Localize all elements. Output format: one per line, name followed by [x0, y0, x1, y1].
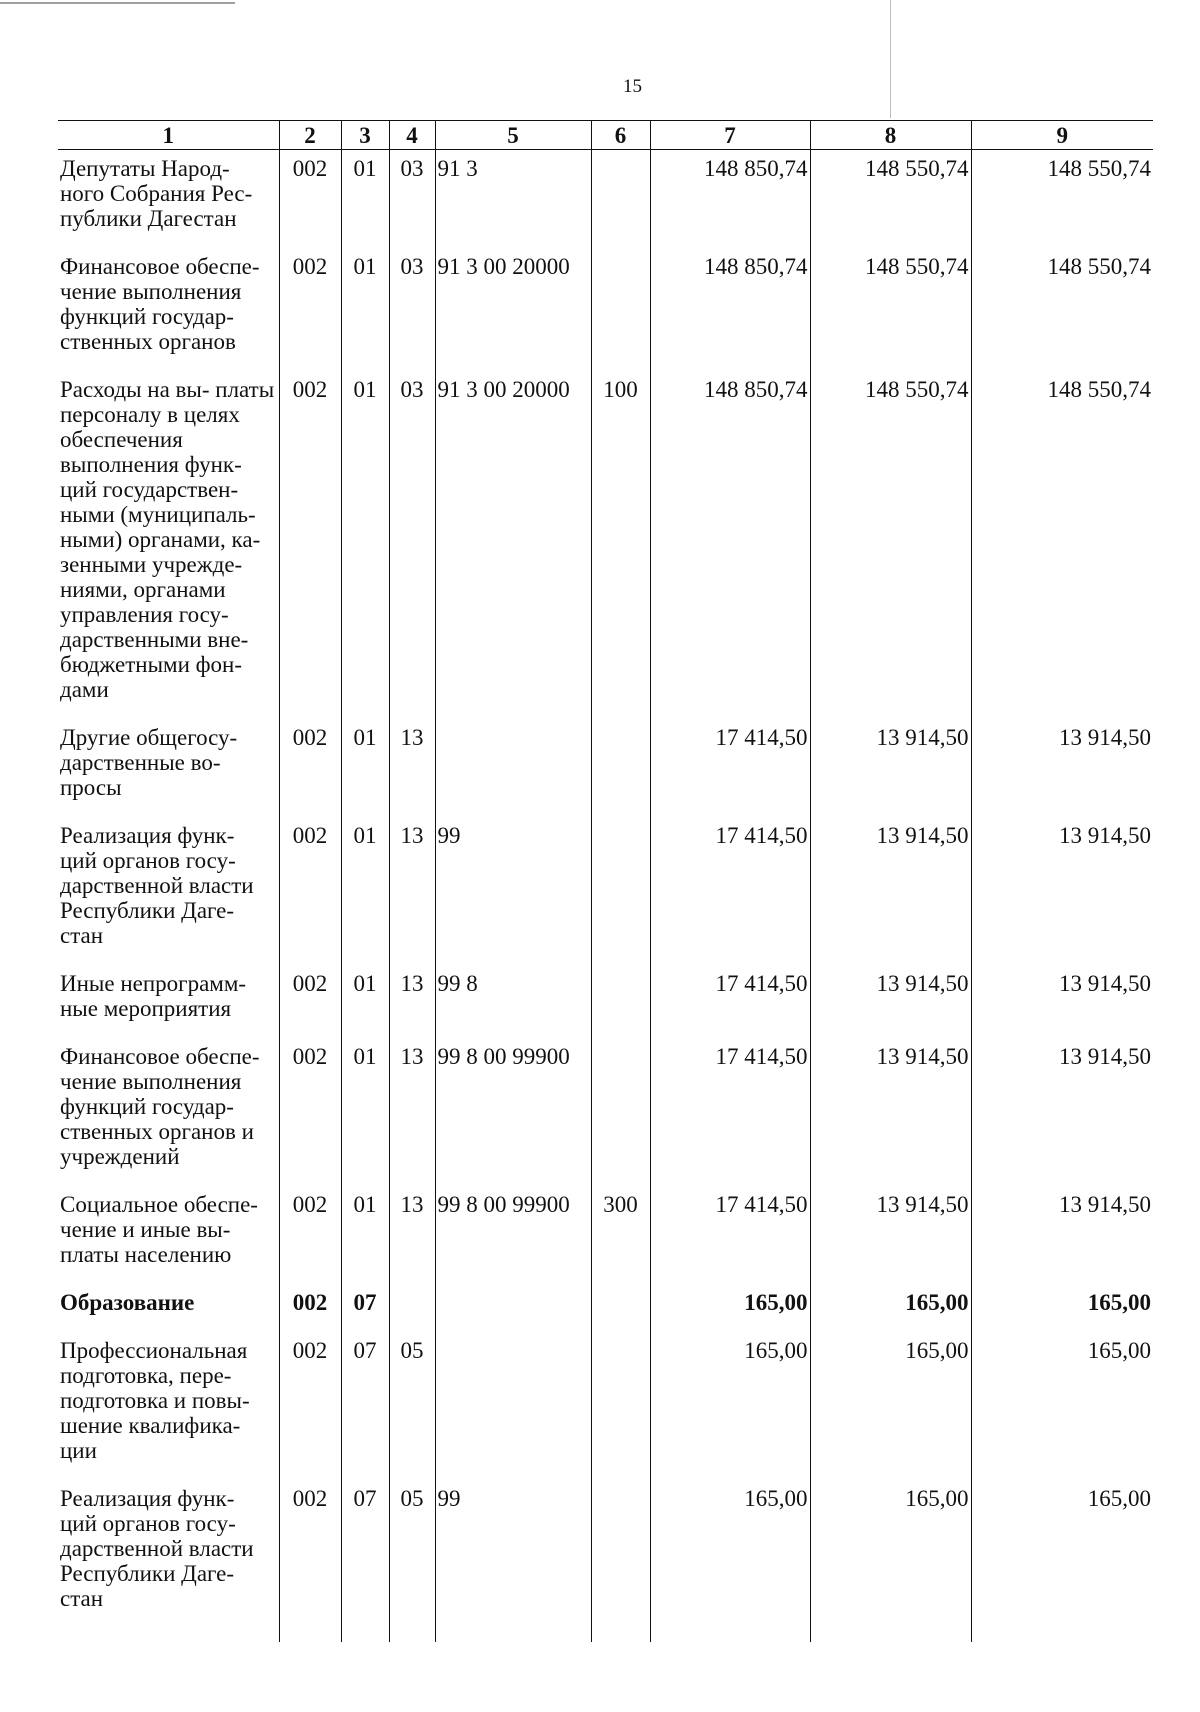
table-row	[58, 150, 1153, 249]
item-name: Образование	[60, 1290, 195, 1315]
expense-type-code	[591, 1332, 650, 1480]
empty-cell	[650, 1628, 810, 1642]
admin-code: 002	[279, 1332, 341, 1480]
scan-dash-right	[890, 0, 891, 118]
amount-col7: 148 850,74	[650, 248, 810, 371]
admin-code: 002	[279, 719, 341, 817]
target-article-code: 99 8 00 99900	[435, 1186, 591, 1284]
item-name: Финансовое обеспе- чение выполнения функций государ- ственных органов	[60, 254, 260, 354]
amount-col9: 148 550,74	[971, 150, 1153, 249]
item-name: Реализация функ- ций органов госу- дарственной власти Республики Даге- стан	[60, 823, 254, 948]
amount-col7: 17 414,50	[650, 1038, 810, 1186]
expense-type-code	[591, 719, 650, 817]
scan-line-top	[0, 2, 235, 4]
amount-col9: 165,00	[971, 1480, 1153, 1628]
admin-code: 002	[279, 150, 341, 249]
table-row	[58, 1332, 1153, 1480]
item-name: Социальное обеспе- чение и иные вы- платы населению	[60, 1192, 258, 1267]
page-number: 15	[623, 76, 642, 97]
amount-col7: 148 850,74	[650, 371, 810, 719]
empty-cell	[810, 1628, 971, 1642]
amount-col9: 165,00	[971, 1284, 1153, 1332]
amount-col7: 17 414,50	[650, 817, 810, 965]
subsection-code: 13	[389, 1038, 435, 1186]
table-header-row	[58, 121, 1153, 150]
amount-col9: 13 914,50	[971, 1038, 1153, 1186]
section-code: 01	[341, 150, 389, 249]
expense-type-code	[591, 1284, 650, 1332]
empty-cell	[389, 1628, 435, 1642]
subsection-code: 13	[389, 817, 435, 965]
column-header: 5	[435, 121, 591, 150]
amount-col8: 165,00	[810, 1284, 971, 1332]
target-article-code	[435, 1332, 591, 1480]
table-row	[58, 371, 1153, 719]
subsection-code: 13	[389, 1186, 435, 1284]
target-article-code	[435, 719, 591, 817]
table-row	[58, 1480, 1153, 1628]
amount-col9: 13 914,50	[971, 719, 1153, 817]
target-article-code: 91 3 00 20000	[435, 371, 591, 719]
column-header: 3	[341, 121, 389, 150]
table-row	[58, 817, 1153, 965]
column-header: 4	[389, 121, 435, 150]
table-row	[58, 1284, 1153, 1332]
amount-col7: 17 414,50	[650, 1186, 810, 1284]
section-code: 07	[341, 1332, 389, 1480]
section-code: 01	[341, 1186, 389, 1284]
subsection-code: 05	[389, 1332, 435, 1480]
subsection-code: 05	[389, 1480, 435, 1628]
admin-code: 002	[279, 248, 341, 371]
expense-type-code	[591, 1038, 650, 1186]
column-header: 8	[810, 121, 971, 150]
item-name: Профессиональная подготовка, пере- подготовка и повы- шение квалифика- ции	[60, 1338, 250, 1463]
section-code: 01	[341, 719, 389, 817]
empty-cell	[279, 1628, 341, 1642]
expense-type-code	[591, 248, 650, 371]
expense-type-code	[591, 1480, 650, 1628]
amount-col9: 13 914,50	[971, 1186, 1153, 1284]
section-code: 07	[341, 1284, 389, 1332]
item-name: Другие общегосу- дарственные во- просы	[60, 725, 238, 800]
budget-table	[58, 120, 1153, 1642]
expense-type-code	[591, 965, 650, 1038]
target-article-code: 99	[435, 1480, 591, 1628]
section-code: 01	[341, 965, 389, 1038]
admin-code: 002	[279, 1038, 341, 1186]
empty-cell	[435, 1628, 591, 1642]
subsection-code: 03	[389, 150, 435, 249]
subsection-code: 03	[389, 248, 435, 371]
empty-cell	[341, 1628, 389, 1642]
amount-col7: 17 414,50	[650, 965, 810, 1038]
item-name: Иные непрограмм- ные мероприятия	[60, 971, 247, 1021]
admin-code: 002	[279, 817, 341, 965]
admin-code: 002	[279, 1284, 341, 1332]
item-name: Расходы на вы- платы персоналу в целях обеспечения выполнения функ- ций государствен- ными (муниципаль- ными) органами, ка- зенными учрежде- ниями, органами управления госу- дарственными вне- бюджетными фон- дами	[60, 377, 275, 702]
expense-type-code: 300	[591, 1186, 650, 1284]
column-header: 9	[971, 121, 1153, 150]
amount-col9: 148 550,74	[971, 371, 1153, 719]
column-header: 6	[591, 121, 650, 150]
table-row	[58, 1038, 1153, 1186]
table-row	[58, 248, 1153, 371]
item-name: Реализация функ- ций органов госу- дарственной власти Республики Даге- стан	[60, 1486, 254, 1611]
amount-col8: 13 914,50	[810, 965, 971, 1038]
table-row	[58, 719, 1153, 817]
target-article-code: 99 8 00 99900	[435, 1038, 591, 1186]
section-code: 01	[341, 1038, 389, 1186]
column-header: 7	[650, 121, 810, 150]
section-code: 01	[341, 817, 389, 965]
amount-col7: 165,00	[650, 1332, 810, 1480]
admin-code: 002	[279, 1480, 341, 1628]
section-code: 01	[341, 248, 389, 371]
amount-col7: 165,00	[650, 1284, 810, 1332]
amount-col9: 13 914,50	[971, 817, 1153, 965]
amount-col8: 148 550,74	[810, 248, 971, 371]
amount-col7: 165,00	[650, 1480, 810, 1628]
amount-col8: 165,00	[810, 1332, 971, 1480]
admin-code: 002	[279, 1186, 341, 1284]
target-article-code: 99	[435, 817, 591, 965]
expense-type-code	[591, 150, 650, 249]
table-row	[58, 965, 1153, 1038]
subsection-code	[389, 1284, 435, 1332]
subsection-code: 03	[389, 371, 435, 719]
amount-col9: 13 914,50	[971, 965, 1153, 1038]
amount-col9: 165,00	[971, 1332, 1153, 1480]
amount-col8: 148 550,74	[810, 371, 971, 719]
amount-col8: 13 914,50	[810, 719, 971, 817]
target-article-code: 99 8	[435, 965, 591, 1038]
amount-col7: 148 850,74	[650, 150, 810, 249]
table-row	[58, 1186, 1153, 1284]
amount-col8: 13 914,50	[810, 1038, 971, 1186]
section-code: 01	[341, 371, 389, 719]
expense-type-code: 100	[591, 371, 650, 719]
expense-type-code	[591, 817, 650, 965]
section-code: 07	[341, 1480, 389, 1628]
subsection-code: 13	[389, 965, 435, 1038]
column-header: 2	[279, 121, 341, 150]
amount-col8: 13 914,50	[810, 1186, 971, 1284]
admin-code: 002	[279, 371, 341, 719]
target-article-code: 91 3 00 20000	[435, 248, 591, 371]
admin-code: 002	[279, 965, 341, 1038]
item-name: Финансовое обеспе- чение выполнения функций государ- ственных органов и учреждений	[60, 1044, 260, 1169]
table-body	[58, 150, 1153, 1643]
amount-col8: 13 914,50	[810, 817, 971, 965]
amount-col9: 148 550,74	[971, 248, 1153, 371]
empty-cell	[591, 1628, 650, 1642]
empty-cell	[58, 1628, 279, 1642]
item-name: Депутаты Народ- ного Собрания Рес- публики Дагестан	[60, 156, 253, 231]
table-tail-row	[58, 1628, 1153, 1642]
empty-cell	[971, 1628, 1153, 1642]
amount-col8: 148 550,74	[810, 150, 971, 249]
subsection-code: 13	[389, 719, 435, 817]
target-article-code: 91 3	[435, 150, 591, 249]
amount-col8: 165,00	[810, 1480, 971, 1628]
column-header: 1	[58, 121, 279, 150]
amount-col7: 17 414,50	[650, 719, 810, 817]
target-article-code	[435, 1284, 591, 1332]
